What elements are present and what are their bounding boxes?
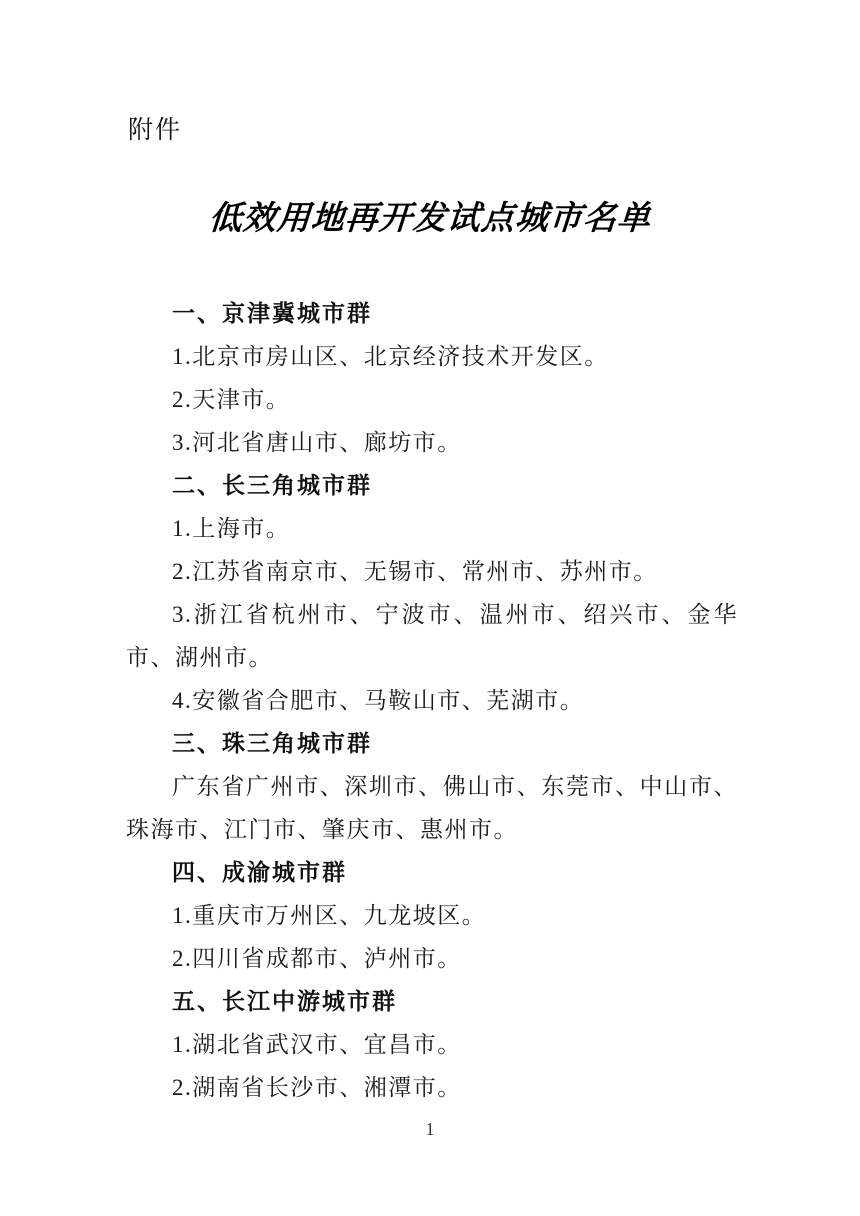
list-item: 3.浙江省杭州市、宁波市、温州市、绍兴市、金华市、湖州市。 [126, 602, 738, 670]
list-item: 1.北京市房山区、北京经济技术开发区。 [172, 344, 609, 369]
attachment-label: 附件 [128, 116, 183, 144]
section-heading-2: 二、长三角城市群 [172, 472, 372, 498]
page-title: 低效用地再开发试点城市名单 [207, 198, 653, 237]
list-item: 1.重庆市万州区、九龙坡区。 [172, 903, 487, 928]
list-item: 广东省广州市、深圳市、佛山市、东莞市、中山市、珠海市、江门市、肇庆市、惠州市。 [126, 774, 738, 842]
list-item: 1.湖北省武汉市、宜昌市。 [172, 1032, 462, 1057]
list-item: 1.上海市。 [172, 516, 291, 541]
list-item: 2.四川省成都市、泸州市。 [172, 946, 462, 971]
title-container [0, 198, 860, 238]
list-item: 2.湖南省长沙市、湘潭市。 [172, 1075, 462, 1100]
section-heading-1: 一、京津冀城市群 [172, 300, 372, 326]
list-item: 4.安徽省合肥市、马鞍山市、芜湖市。 [172, 688, 585, 713]
section-heading-3: 三、珠三角城市群 [172, 730, 372, 756]
document-body [126, 292, 738, 1109]
list-item: 2.天津市。 [172, 387, 291, 412]
page-number: 1 [425, 1119, 435, 1139]
section-heading-5: 五、长江中游城市群 [172, 988, 397, 1014]
list-item: 3.河北省唐山市、廊坊市。 [172, 430, 462, 455]
section-heading-4: 四、成渝城市群 [172, 859, 347, 885]
list-item: 2.江苏省南京市、无锡市、常州市、苏州市。 [172, 559, 658, 584]
